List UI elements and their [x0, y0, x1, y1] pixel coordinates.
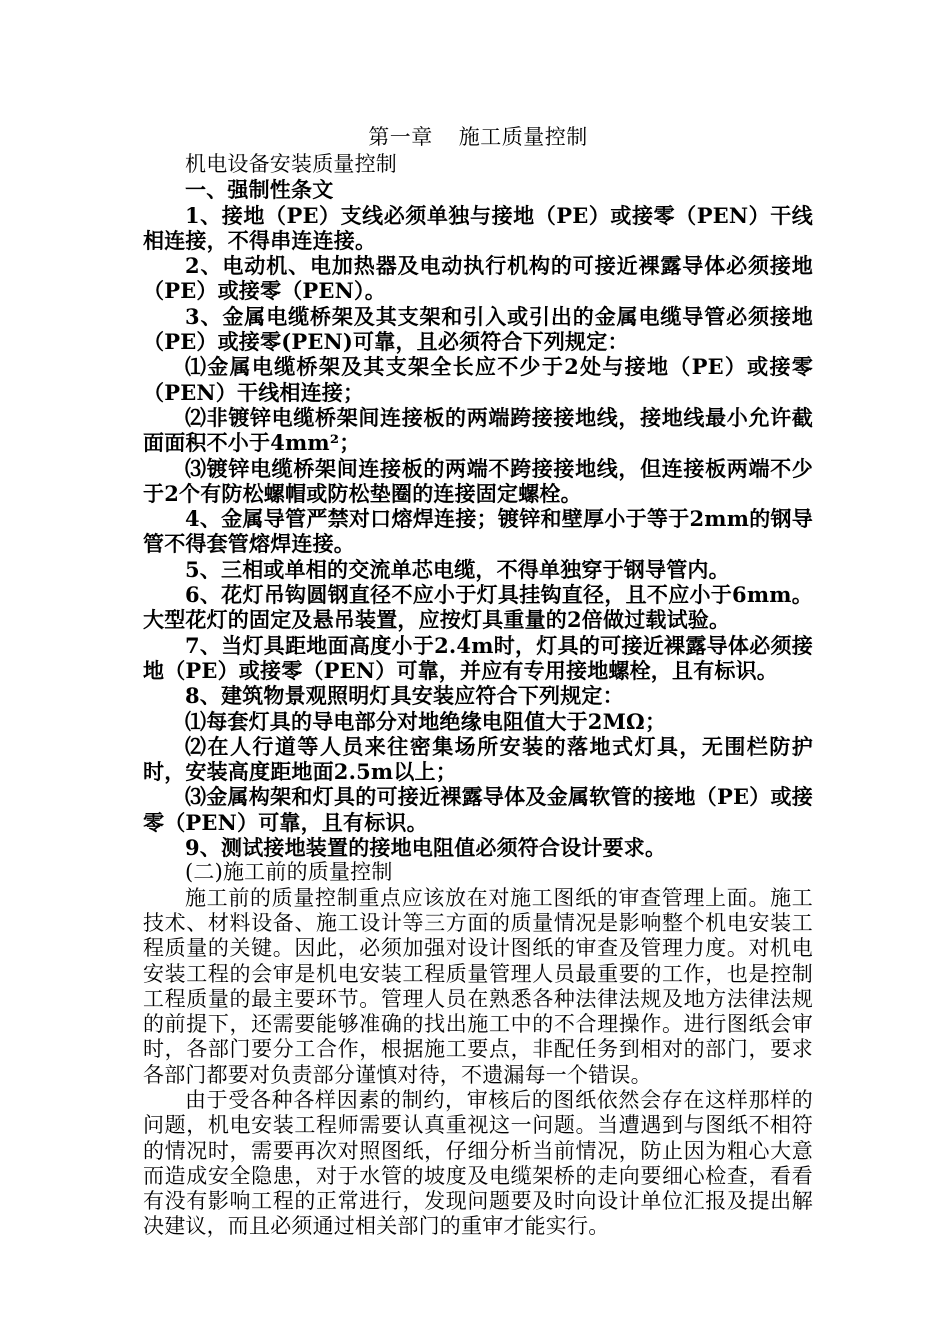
clause-2: 2、电动机、电加热器及电动执行机构的可接近裸露导体必须接地（PE）或接零（PEN）。: [143, 253, 813, 304]
section-heading-mandatory: 一、强制性条文: [185, 177, 334, 203]
section-heading-pre-construction: (二)施工前的质量控制: [185, 860, 393, 885]
clause-9: 9、测试接地装置的接地电阻值必须符合设计要求。: [185, 835, 667, 861]
clause-8-item-1: ⑴每套灯具的导电部分对地绝缘电阻值大于2MΩ；: [185, 708, 667, 734]
document-body: [143, 122, 813, 1240]
body-paragraph-1: 施工前的质量控制重点应该放在对施工图纸的审查管理上面。施工技术、材料设备、施工设计等三方面的质量情况是影响整个机电安装工程质量的关键。因此，必须加强对设计图纸的审查及管理力度。对机电安装工程的会审是机电安装工程质量管理人员最重要的工作，也是控制工程质量的最主要环节。管理人员在熟悉各种法律法规及地方法律法规的前提下，还需要能够准确的找出施工中的不合理操作。进行图纸会审时，各部门要分工合作，根据施工要点，非配任务到相对的部门，要求各部门都要对负责部分谨慎对待，不遗漏每一个错误。: [143, 885, 813, 1087]
clause-4: 4、金属导管严禁对口熔焊连接；镀锌和壁厚小于等于2mm的钢导管不得套管熔焊连接。: [143, 506, 813, 557]
chapter-title: [143, 122, 813, 152]
clause-3: 3、金属电缆桥架及其支架和引入或引出的金属电缆导管必须接地（PE）或接零(PEN)可靠，且必须符合下列规定：: [143, 303, 813, 355]
clause-8-item-2: ⑵在人行道等人员来往密集场所安装的落地式灯具，无围栏防护时，安装高度距地面2.5m以上；: [143, 733, 813, 785]
clause-8-item-3: ⑶金属构架和灯具的可接近裸露导体及金属软管的接地（PE）或接零（PEN）可靠，且有标识。: [143, 784, 813, 835]
clause-3-item-2: ⑵非镀锌电缆桥架间连接板的两端跨接接地线，接地线最小允许截面面积不小于4mm²；: [143, 404, 813, 456]
clause-8: 8、建筑物景观照明灯具安装应符合下列规定：: [185, 683, 624, 709]
clause-3-item-3: ⑶镀锌电缆桥架间连接板的两端不跨接接地线，但连接板两端不少于2个有防松螺帽或防松垫圈的连接固定螺栓。: [143, 455, 813, 506]
clause-7: 7、当灯具距地面高度小于2.4m时，灯具的可接近裸露导体必须接地（PE）或接零（PEN）可靠，并应有专用接地螺栓，且有标识。: [143, 632, 813, 683]
clause-1: 1、接地（PE）支线必须单独与接地（PE）或接零（PEN）干线相连接，不得串连连接。: [143, 202, 813, 253]
chapter-number: 第一章: [368, 125, 433, 149]
body-paragraph-2: 由于受各种各样因素的制约，审核后的图纸依然会存在这样那样的问题，机电安装工程师需要认真重视这一问题。当遭遇到与图纸不相符的情况时，需要再次对照图纸，仔细分析当前情况，防止因为粗心大意而造成安全隐患，对于水管的坡度及电缆架桥的走向要细心检查，看看有没有影响工程的正常进行，发现问题要及时向设计单位汇报及提出解决建议，而且必须通过相关部门的重审才能实行。: [143, 1087, 813, 1239]
clause-3-item-1: ⑴金属电缆桥架及其支架全长应不少于2处与接地（PE）或接零（PEN）干线相连接；: [143, 354, 813, 405]
clause-6: 6、花灯吊钩圆钢直径不应小于灯具挂钩直径，且不应小于6mm。大型花灯的固定及悬吊装置，应按灯具重量的2倍做过载试验。: [143, 582, 813, 633]
chapter-name: 施工质量控制: [458, 125, 588, 149]
clause-5: 5、三相或单相的交流单芯电缆，不得单独穿于钢导管内。: [185, 556, 730, 582]
section-heading-installation: 机电设备安装质量控制: [185, 152, 397, 176]
